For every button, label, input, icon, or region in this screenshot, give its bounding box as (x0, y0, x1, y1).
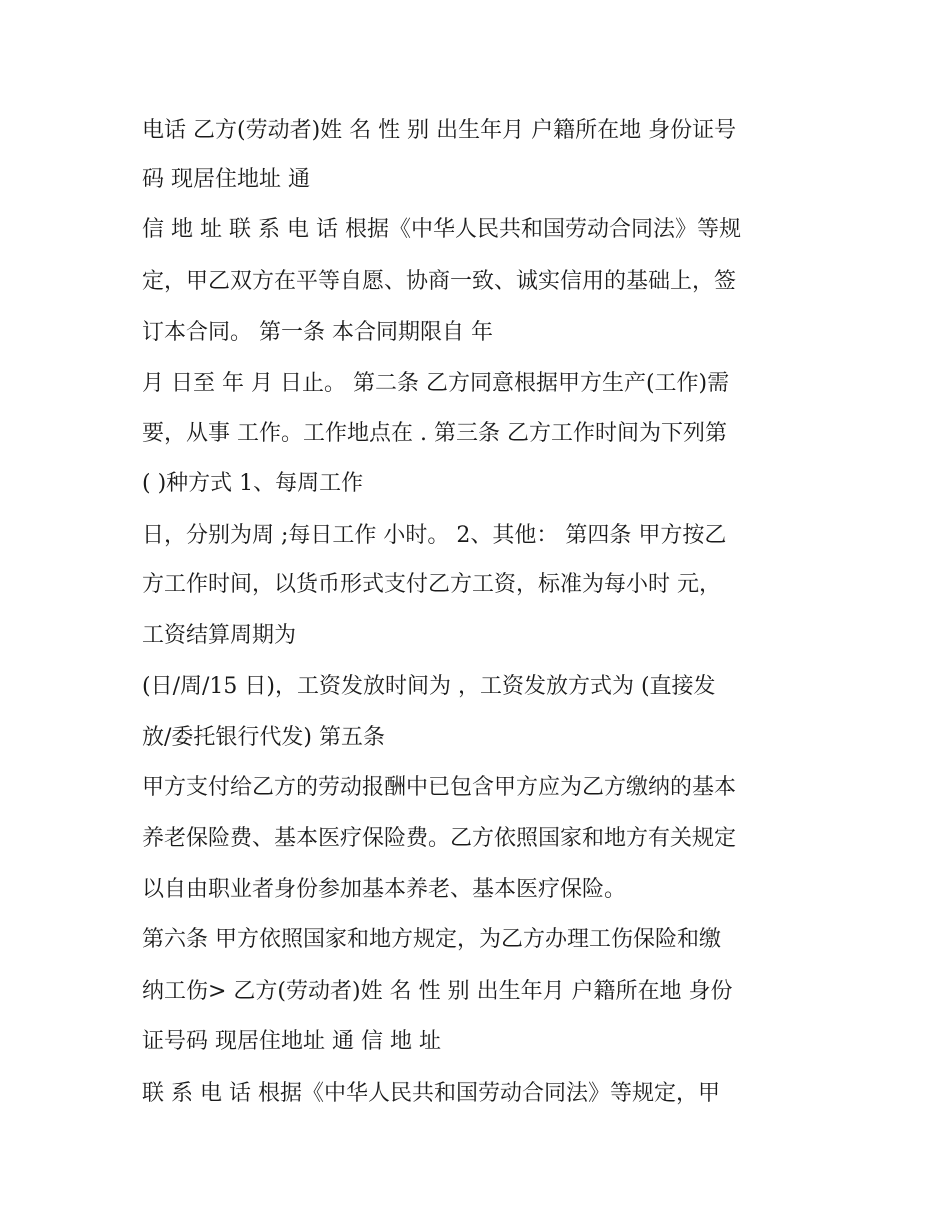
text-line-20: 联 系 电 话 根据《中华人民共和国劳动合同法》等规定，甲 (142, 1081, 720, 1106)
text-line-7: 要，从事 工作。工作地点在 . 第三条 乙方工作时间为下列第 (142, 421, 727, 446)
text-line-5: 订本合同。 第一条 本合同期限自 年 (142, 320, 493, 345)
text-line-3: 信 地 址 联 系 电 话 根据《中华人民共和国劳动合同法》等规 (142, 217, 741, 242)
text-line-6: 月 日至 年 月 日止。 第二条 乙方同意根据甲方生产(工作)需 (142, 371, 730, 396)
text-line-14: 甲方支付给乙方的劳动报酬中已包含甲方应为乙方缴纳的基本 (142, 775, 737, 800)
text-line-9: 日，分别为周 ;每日工作 小时。 2、其他： 第四条 甲方按乙 (142, 523, 727, 548)
text-line-17: 第六条 甲方依照国家和地方规定，为乙方办理工伤保险和缴 (142, 927, 721, 952)
text-line-16: 以自由职业者身份参加基本养老、基本医疗保险。 (142, 877, 627, 902)
text-line-1: 电话 乙方(劳动者)姓 名 性 别 出生年月 户籍所在地 身份证号 (142, 118, 737, 143)
text-line-11: 工资结算周期为 (142, 623, 297, 648)
text-line-19: 证号码 现居住地址 通 信 地 址 (142, 1029, 441, 1054)
text-line-4: 定，甲乙双方在平等自愿、协商一致、诚实信用的基础上，签 (142, 269, 737, 294)
text-line-15: 养老保险费、基本医疗保险费。乙方依照国家和地方有关规定 (142, 826, 737, 851)
text-line-8: ( )种方式 1、每周工作 (142, 471, 364, 496)
text-line-13: 放/委托银行代发) 第五条 (142, 725, 385, 750)
text-line-10: 方工作时间，以货币形式支付乙方工资，标准为每小时 元， (142, 572, 721, 597)
text-line-18: 纳工伤> 乙方(劳动者)姓 名 性 别 出生年月 户籍所在地 身份 (142, 979, 733, 1004)
text-line-2: 码 现居住地址 通 (142, 167, 310, 192)
text-line-12: (日/周/15 日)，工资发放时间为 ，工资发放方式为 (直接发 (142, 674, 716, 699)
